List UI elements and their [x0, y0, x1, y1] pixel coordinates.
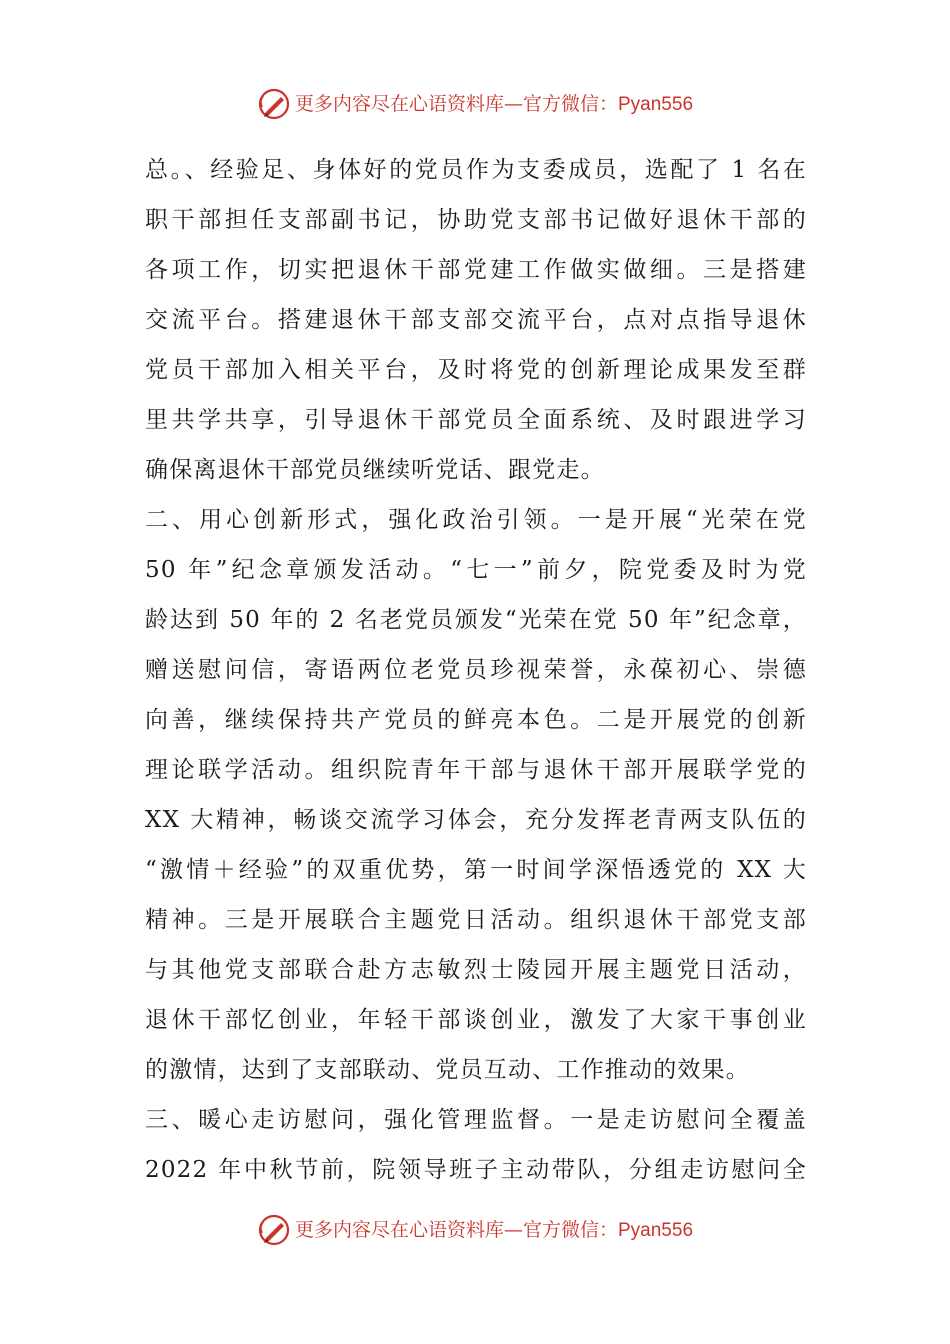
text-line: 赠送慰问信，寄语两位老党员珍视荣誉，永葆初心、崇德	[145, 657, 807, 683]
text-line: 龄达到 50 年的 2 名老党员颁发“光荣在党 50 年”纪念章，	[145, 607, 807, 633]
text-line: 各项工作，切实把退休干部党建工作做实做细。三是搭建	[145, 257, 807, 283]
text-line: 三、暖心走访慰问，强化管理监督。一是走访慰问全覆盖	[145, 1107, 807, 1133]
watermark-text: 更多内容尽在心语资料库—官方微信：Pyan556	[294, 1218, 694, 1241]
text-line: 向善，继续保持共产党员的鲜亮本色。二是开展党的创新	[145, 707, 807, 733]
text-line: 确保离退休干部党员继续听党话、跟党走。	[145, 457, 605, 483]
document-body	[145, 145, 807, 1195]
text-line: 总。、经验足、身体好的党员作为支委成员，选配了 1 名在	[145, 157, 807, 183]
pen-logo-icon	[257, 87, 291, 121]
text-line: 职干部担任支部副书记，协助党支部书记做好退休干部的	[145, 207, 807, 233]
text-line: 2022 年中秋节前，院领导班子主动带队，分组走访慰问全	[145, 1157, 807, 1183]
text-line: “激情＋经验”的双重优势，第一时间学深悟透党的 XX 大	[145, 857, 807, 883]
text-line: 的激情，达到了支部联动、党员互动、工作推动的效果。	[145, 1057, 750, 1083]
text-line: XX 大精神，畅谈交流学习体会，充分发挥老青两支队伍的	[145, 807, 807, 833]
text-line: 50 年”纪念章颁发活动。“七一”前夕，院党委及时为党	[145, 557, 807, 583]
pen-logo-icon	[257, 1213, 291, 1247]
text-line: 党员干部加入相关平台，及时将党的创新理论成果发至群	[145, 357, 807, 383]
text-line: 与其他党支部联合赴方志敏烈士陵园开展主题党日活动，	[145, 957, 807, 983]
text-line: 精神。三是开展联合主题党日活动。组织退休干部党支部	[145, 907, 807, 933]
watermark-text: 更多内容尽在心语资料库—官方微信：Pyan556	[294, 92, 694, 115]
header-watermark	[0, 84, 950, 124]
text-line: 里共学共享，引导退休干部党员全面系统、及时跟进学习	[145, 407, 807, 433]
text-line: 退休干部忆创业，年轻干部谈创业，激发了大家干事创业	[145, 1007, 807, 1033]
text-line: 二、用心创新形式，强化政治引领。一是开展“光荣在党	[145, 507, 807, 533]
text-line: 理论联学活动。组织院青年干部与退休干部开展联学党的	[145, 757, 807, 783]
text-line: 交流平台。搭建退休干部支部交流平台，点对点指导退休	[145, 307, 807, 333]
footer-watermark	[0, 1210, 950, 1250]
